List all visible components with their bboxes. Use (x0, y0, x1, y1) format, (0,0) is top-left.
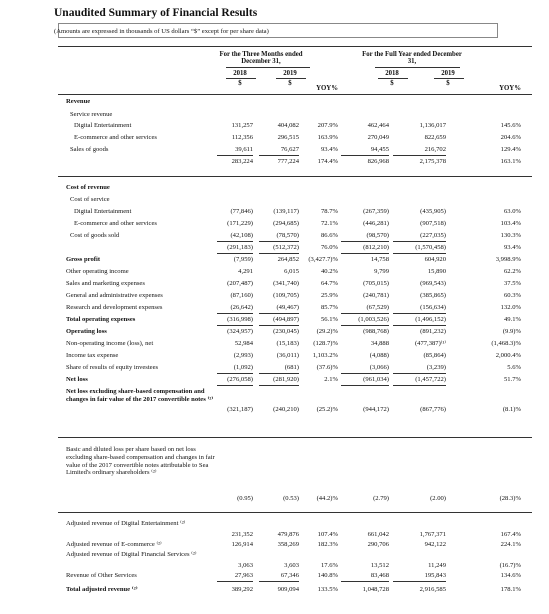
year-rule (276, 78, 306, 79)
yoy-header-q4: YOY% (316, 85, 338, 92)
cell-value: (1,468.3)% (491, 340, 521, 347)
cell-value: (2.79) (373, 495, 389, 502)
cell-value: (267,359) (363, 208, 389, 215)
table-row (0, 315, 549, 325)
subtotal-rule (259, 581, 299, 582)
row-label: Adjusted revenue of Digital Financial Services ⁽²⁾ (66, 551, 197, 558)
cell-value: 126,914 (231, 541, 253, 548)
row-label: Share of results of equity investees (66, 364, 159, 371)
cell-value: 13,512 (370, 562, 389, 569)
cell-value: 130.3% (500, 232, 521, 239)
cell-value: 909,094 (277, 586, 299, 593)
cell-value: 167.4% (500, 531, 521, 538)
table-row (0, 243, 549, 253)
cell-value: 182.3% (317, 541, 338, 548)
cell-value: 178.1% (500, 586, 521, 593)
cell-value: (512,372) (273, 244, 299, 251)
subtotal-rule (341, 373, 389, 374)
cell-value: (98,570) (366, 232, 389, 239)
cell-value: (9.9)% (502, 328, 521, 335)
table-row (0, 520, 549, 538)
row-label: Digital Entertainment (74, 208, 132, 215)
report-title: Unaudited Summary of Financial Results (54, 7, 258, 19)
cell-value: (812,210) (363, 244, 389, 251)
subtotal-rule (393, 385, 446, 386)
cell-value: (171,229) (227, 220, 253, 227)
cell-value: 389,292 (231, 586, 253, 593)
header-top-rule (58, 46, 532, 47)
cell-value: (1,003,526) (358, 316, 389, 323)
table-row (0, 157, 549, 167)
cell-value: 83,468 (370, 572, 389, 579)
col-2019-fy: 2019 (441, 70, 455, 77)
row-label: Revenue (66, 98, 91, 105)
table-row (0, 585, 549, 595)
cell-value: 11,249 (428, 562, 446, 569)
cell-value: (78,570) (276, 232, 299, 239)
cell-value: (109,705) (273, 292, 299, 299)
row-label: Sales of goods (70, 146, 109, 153)
cell-value: 72.1% (320, 220, 338, 227)
cell-value: 231,352 (231, 531, 253, 538)
cell-value: 39,611 (235, 146, 253, 153)
table-row (0, 363, 549, 373)
cell-value: 107.4% (317, 531, 338, 538)
cell-value: (16.7)% (499, 562, 521, 569)
cell-value: 777,224 (277, 158, 299, 165)
subtotal-rule (259, 385, 299, 386)
cell-value: (705,015) (363, 280, 389, 287)
col-2018-fy: 2018 (385, 70, 399, 77)
cell-value: 2.1% (324, 376, 338, 383)
subtotal-rule (393, 325, 446, 326)
cell-value: (1,092) (233, 364, 253, 371)
subtotal-rule (341, 385, 389, 386)
cell-value: 2,916,585 (419, 586, 446, 593)
cell-value: 283,224 (231, 158, 253, 165)
row-label: Digital Entertainment (74, 122, 132, 129)
cell-value: 76,627 (280, 146, 299, 153)
table-row (0, 551, 549, 569)
cell-value: (207,487) (227, 280, 253, 287)
subtotal-rule (259, 241, 299, 242)
cell-value: 942,122 (424, 541, 446, 548)
cell-value: 93.4% (503, 244, 521, 251)
cell-value: 4,291 (238, 268, 253, 275)
subtotal-rule (259, 253, 299, 254)
cell-value: 63.0% (503, 208, 521, 215)
row-label: Cost of revenue (66, 184, 110, 191)
row-label: Net loss (66, 376, 88, 383)
cell-value: 85.7% (320, 304, 338, 311)
cell-value: 1,103.2% (312, 352, 338, 359)
cell-value: (29.2)% (316, 328, 338, 335)
cell-value: (4,088) (369, 352, 389, 359)
cell-value: (230,045) (273, 328, 299, 335)
row-label: Operating loss (66, 328, 107, 335)
table-row (0, 121, 549, 131)
cell-value: 479,876 (277, 531, 299, 538)
row-label: Research and development expenses (66, 304, 163, 311)
table-row (0, 255, 549, 265)
header-bottom-rule (58, 94, 532, 95)
row-label: Net loss excluding share-based compensation and changes in fair value of the 2017 convertible notes ⁽²⁾ (66, 388, 214, 403)
cell-value: 207.9% (317, 122, 338, 129)
cell-value: (1,570,458) (415, 244, 446, 251)
table-row (0, 207, 549, 217)
cell-value: 404,082 (277, 122, 299, 129)
cell-value: (67,529) (366, 304, 389, 311)
subtotal-rule (393, 581, 446, 582)
cell-value: 67,346 (280, 572, 299, 579)
cell-value: (25.2)% (316, 406, 338, 413)
table-row (0, 195, 549, 205)
cell-value: 134.6% (500, 572, 521, 579)
row-label: Total adjusted revenue ⁽²⁾ (66, 586, 138, 593)
cell-value: (2,993) (233, 352, 253, 359)
table-row (0, 110, 549, 120)
report-subtitle: (Amounts are expressed in thousands of US dollars “$” except for per share data) (54, 28, 269, 35)
table-row (0, 219, 549, 229)
row-label: Adjusted revenue of E-commerce ⁽²⁾ (66, 541, 162, 548)
table-row (0, 339, 549, 349)
cell-value: 94,455 (370, 146, 389, 153)
cell-value: 140.8% (317, 572, 338, 579)
cell-value: 49.1% (503, 316, 521, 323)
table-row (0, 571, 549, 581)
cell-value: (281,920) (273, 376, 299, 383)
cell-value: 1,048,728 (362, 586, 389, 593)
cell-value: 163.9% (317, 134, 338, 141)
subtotal-rule (393, 253, 446, 254)
subtotal-rule (341, 253, 389, 254)
cell-value: 216,702 (424, 146, 446, 153)
cell-value: (26,642) (230, 304, 253, 311)
row-label: Income tax expense (66, 352, 119, 359)
cell-value: 56.1% (320, 316, 338, 323)
row-label: Total operating expenses (66, 316, 136, 323)
cell-value: (128.7)% (313, 340, 338, 347)
cell-value: (37.6)% (316, 364, 338, 371)
cell-value: 132.0% (500, 304, 521, 311)
row-label: Other operating income (66, 268, 129, 275)
cell-value: (477,387)⁽¹⁾ (414, 340, 446, 347)
currency-2019-fy: $ (446, 80, 450, 87)
table-row (0, 351, 549, 361)
cell-value: 27,963 (234, 572, 253, 579)
cell-value: 358,269 (277, 541, 299, 548)
year-rule (378, 78, 408, 79)
yoy-header-fy: YOY% (499, 85, 521, 92)
subtotal-rule (217, 373, 253, 374)
subtotal-rule (259, 373, 299, 374)
cell-value: (494,897) (273, 316, 299, 323)
table-row (0, 145, 549, 155)
three-months-header: For the Three Months ended December 31, (219, 51, 303, 66)
table-row (0, 327, 549, 337)
subtotal-rule (217, 241, 253, 242)
table-row (0, 231, 549, 241)
cell-value: (969,543) (420, 280, 446, 287)
cell-value: (49,467) (276, 304, 299, 311)
cell-value: (240,210) (273, 406, 299, 413)
subtotal-rule (217, 581, 253, 582)
cell-value: (316,998) (227, 316, 253, 323)
cell-value: 2,000.4% (495, 352, 521, 359)
cell-value: 6,015 (284, 268, 299, 275)
subtotal-rule (393, 241, 446, 242)
cell-value: 3,998.9% (495, 256, 521, 263)
cell-value: 163.1% (500, 158, 521, 165)
cell-value: (944,172) (363, 406, 389, 413)
cell-value: 76.0% (320, 244, 338, 251)
cell-value: 133.5% (317, 586, 338, 593)
subtotal-rule (259, 325, 299, 326)
cell-value: (0.53) (283, 495, 299, 502)
currency-2019-q4: $ (288, 80, 292, 87)
cell-value: 25.9% (320, 292, 338, 299)
cell-value: 224.1% (500, 541, 521, 548)
cell-value: (681) (284, 364, 299, 371)
subtotal-rule (393, 373, 446, 374)
table-row (0, 97, 549, 107)
cell-value: 270,049 (367, 134, 389, 141)
cell-value: 822,659 (424, 134, 446, 141)
subtotal-rule (259, 155, 299, 156)
cell-value: (961,034) (363, 376, 389, 383)
cell-value: (3,427.7)% (308, 256, 338, 263)
cell-value: 264,852 (277, 256, 299, 263)
full-year-underline (375, 67, 460, 68)
cell-value: 14,758 (370, 256, 389, 263)
cell-value: 112,356 (231, 134, 253, 141)
subtotal-rule (393, 313, 446, 314)
cell-value: 661,042 (367, 531, 389, 538)
cell-value: (435,905) (420, 208, 446, 215)
subtotal-rule (259, 313, 299, 314)
cell-value: 3,063 (238, 562, 253, 569)
subtotal-rule (341, 155, 389, 156)
cell-value: (294,685) (273, 220, 299, 227)
cell-value: 145.6% (500, 122, 521, 129)
cell-value: (446,281) (363, 220, 389, 227)
section-rule (58, 176, 532, 177)
cell-value: (227,035) (420, 232, 446, 239)
cell-value: (42,108) (230, 232, 253, 239)
year-rule (434, 78, 464, 79)
row-label: Gross profit (66, 256, 101, 263)
cell-value: (156,634) (420, 304, 446, 311)
cell-value: 2,175,378 (419, 158, 446, 165)
cell-value: (321,187) (227, 406, 253, 413)
cell-value: 129.4% (500, 146, 521, 153)
currency-2018-fy: $ (390, 80, 394, 87)
cell-value: (0.95) (237, 495, 253, 502)
row-label: Service revenue (70, 111, 113, 118)
subtotal-rule (341, 581, 389, 582)
cell-value: (324,957) (227, 328, 253, 335)
cell-value: 15,890 (427, 268, 446, 275)
cell-value: 195,843 (424, 572, 446, 579)
cell-value: (1,457,722) (415, 376, 446, 383)
cell-value: (867,776) (420, 406, 446, 413)
cell-value: 174.4% (317, 158, 338, 165)
cell-value: 86.6% (320, 232, 338, 239)
table-row (0, 183, 549, 193)
table-row (0, 388, 549, 413)
cell-value: (87,160) (230, 292, 253, 299)
cell-value: 9,799 (374, 268, 389, 275)
col-2018-q4: 2018 (233, 70, 247, 77)
table-row (0, 291, 549, 301)
row-label: Revenue of Other Services (66, 572, 137, 579)
cell-value: 462,464 (367, 122, 389, 129)
cell-value: (44.2)% (316, 495, 338, 502)
cell-value: (385,865) (420, 292, 446, 299)
cell-value: (240,781) (363, 292, 389, 299)
cell-value: 1,136,017 (419, 122, 446, 129)
cell-value: (276,058) (227, 376, 253, 383)
subtotal-rule (341, 241, 389, 242)
cell-value: (988,768) (363, 328, 389, 335)
cell-value: (3,239) (426, 364, 446, 371)
subtotal-rule (217, 325, 253, 326)
section-rule (58, 512, 532, 513)
row-label: Non-operating income (loss), net (66, 340, 154, 347)
cell-value: 296,515 (277, 134, 299, 141)
table-row (0, 279, 549, 289)
row-label: Cost of goods sold (70, 232, 120, 239)
three-months-underline (226, 67, 310, 68)
cell-value: 17.6% (320, 562, 338, 569)
section-rule (58, 437, 532, 438)
table-row (0, 375, 549, 385)
table-row (0, 267, 549, 277)
cell-value: (85,864) (423, 352, 446, 359)
subtotal-rule (217, 155, 253, 156)
subtotal-rule (341, 313, 389, 314)
cell-value: (891,232) (420, 328, 446, 335)
cell-value: (139,117) (273, 208, 299, 215)
cell-value: (1,496,152) (415, 316, 446, 323)
cell-value: 64.7% (320, 280, 338, 287)
subtotal-rule (341, 325, 389, 326)
cell-value: 3,603 (284, 562, 299, 569)
row-label: Basic and diluted loss per share based on net loss excluding share-based compensation and changes in fair value of the 2017 convertible notes attributable to Sea Limited's ordinary shareholders ⁽²⁾ (66, 446, 215, 477)
cell-value: (36,011) (276, 352, 299, 359)
cell-value: 103.4% (500, 220, 521, 227)
cell-value: 604,920 (424, 256, 446, 263)
subtotal-rule (217, 253, 253, 254)
cell-value: 62.2% (503, 268, 521, 275)
cell-value: 40.2% (320, 268, 338, 275)
table-row (0, 303, 549, 313)
subtotal-rule (217, 313, 253, 314)
cell-value: 1,767,371 (419, 531, 446, 538)
cell-value: 34,888 (370, 340, 389, 347)
table-row (0, 540, 549, 550)
cell-value: 78.7% (320, 208, 338, 215)
table-row (0, 133, 549, 143)
cell-value: (291,183) (227, 244, 253, 251)
cell-value: 131,257 (231, 122, 253, 129)
cell-value: (3,066) (369, 364, 389, 371)
cell-value: 52,984 (234, 340, 253, 347)
full-year-header: For the Full Year ended December 31, (362, 51, 462, 66)
cell-value: 93.4% (320, 146, 338, 153)
cell-value: 60.3% (503, 292, 521, 299)
currency-2018-q4: $ (238, 80, 242, 87)
cell-value: 826,968 (367, 158, 389, 165)
cell-value: 37.5% (503, 280, 521, 287)
cell-value: 290,706 (367, 541, 389, 548)
cell-value: (8.1)% (502, 406, 521, 413)
year-rule (226, 78, 256, 79)
row-label: Adjusted revenue of Digital Entertainment ⁽²⁾ (66, 520, 186, 527)
cell-value: 204.6% (500, 134, 521, 141)
table-row (0, 446, 549, 502)
row-label: Sales and marketing expenses (66, 280, 145, 287)
subtotal-rule (393, 155, 446, 156)
cell-value: (7,959) (233, 256, 253, 263)
subtotal-rule (217, 385, 253, 386)
row-label: E-commerce and other services (74, 134, 157, 141)
cell-value: 5.6% (507, 364, 521, 371)
col-2019-q4: 2019 (283, 70, 297, 77)
row-label: E-commerce and other services (74, 220, 157, 227)
row-label: Cost of service (70, 196, 110, 203)
cell-value: (77,846) (230, 208, 253, 215)
cell-value: (28.3)% (499, 495, 521, 502)
cell-value: 51.7% (503, 376, 521, 383)
cell-value: (2.00) (430, 495, 446, 502)
cell-value: (341,740) (273, 280, 299, 287)
cell-value: (15,183) (276, 340, 299, 347)
row-label: General and administrative expenses (66, 292, 163, 299)
cell-value: (907,518) (420, 220, 446, 227)
